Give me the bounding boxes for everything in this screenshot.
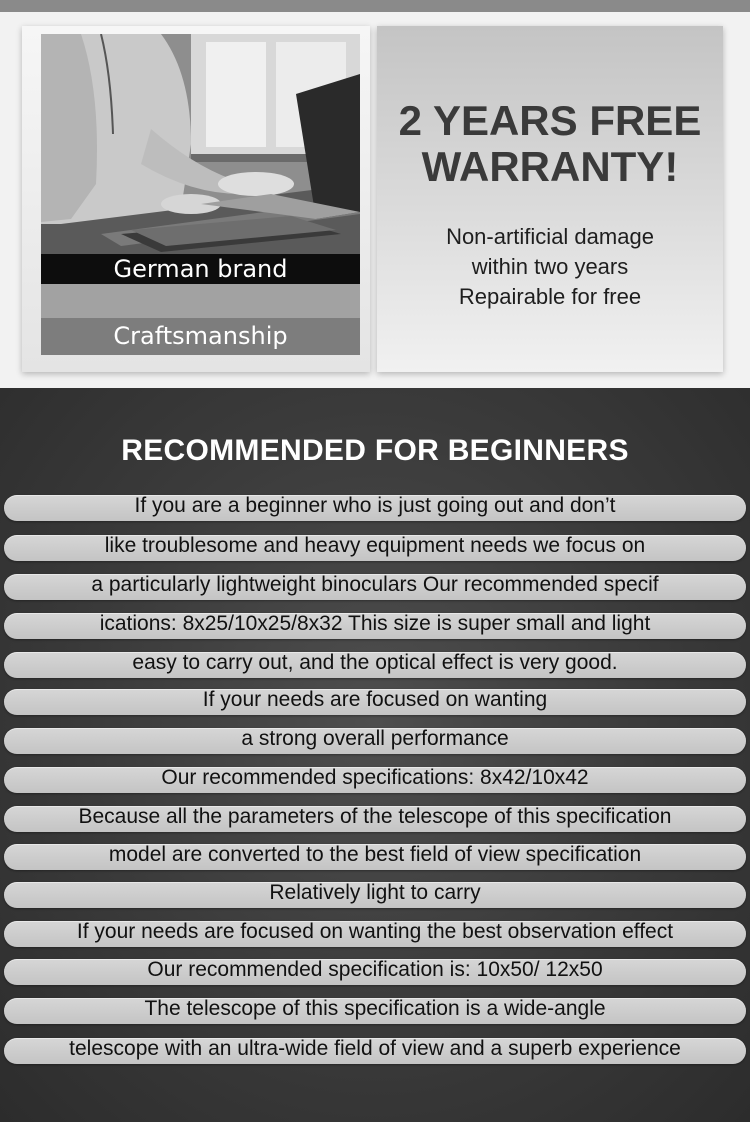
recommendation-line: a strong overall performance xyxy=(241,727,509,750)
recommendation-line: like troublesome and heavy equipment needs we focus on xyxy=(104,534,646,557)
warranty-description xyxy=(377,222,723,312)
recommendation-line: a particularly lightweight binoculars Our recommended specif xyxy=(91,573,659,596)
warranty-title-line: 2 YEARS FREE xyxy=(398,97,702,144)
recommendation-line: model are converted to the best field of view specification xyxy=(108,843,642,866)
recommendation-line: If your needs are focused on wanting the best observation effect xyxy=(76,920,674,943)
recommendation-line: Relatively light to carry xyxy=(269,881,481,904)
photo-subcaption: Craftsmanship xyxy=(41,318,360,355)
warranty-desc-line: Non-artificial damage xyxy=(446,224,654,249)
warranty-desc-line: Repairable for free xyxy=(458,284,642,309)
recommendation-line: If you are a beginner who is just going out and don’t xyxy=(134,494,616,517)
recommendation-line: easy to carry out, and the optical effect is very good. xyxy=(132,651,618,674)
recommendation-line: The telescope of this specification is a wide-angle xyxy=(144,997,606,1020)
recommendation-line: Our recommended specifications: 8x42/10x42 xyxy=(161,766,589,789)
recommendation-line: Our recommended specification is: 10x50/ 12x50 xyxy=(147,958,603,981)
top-banner-strip xyxy=(0,0,750,12)
brand-photo-card xyxy=(22,26,370,372)
recommendation-line: Because all the parameters of the telescope of this specification xyxy=(78,805,672,828)
recommendation-line: telescope with an ultra-wide field of view and a superb experience xyxy=(69,1037,681,1060)
warranty-desc-line: within two years xyxy=(471,254,629,279)
recommendations-section xyxy=(0,388,750,1122)
recommendation-line: ications: 8x25/10x25/8x32 This size is super small and light xyxy=(99,612,651,635)
recommendation-line: If your needs are focused on wanting xyxy=(202,688,548,711)
warranty-title xyxy=(377,98,723,190)
section-heading: RECOMMENDED FOR BEGINNERS xyxy=(121,434,629,467)
warranty-card xyxy=(377,26,723,372)
warranty-title-line: WARRANTY! xyxy=(421,143,679,190)
caption-divider-band xyxy=(41,284,360,318)
brand-photo xyxy=(41,34,360,355)
promo-section xyxy=(0,12,750,388)
photo-caption: German brand xyxy=(41,254,360,284)
